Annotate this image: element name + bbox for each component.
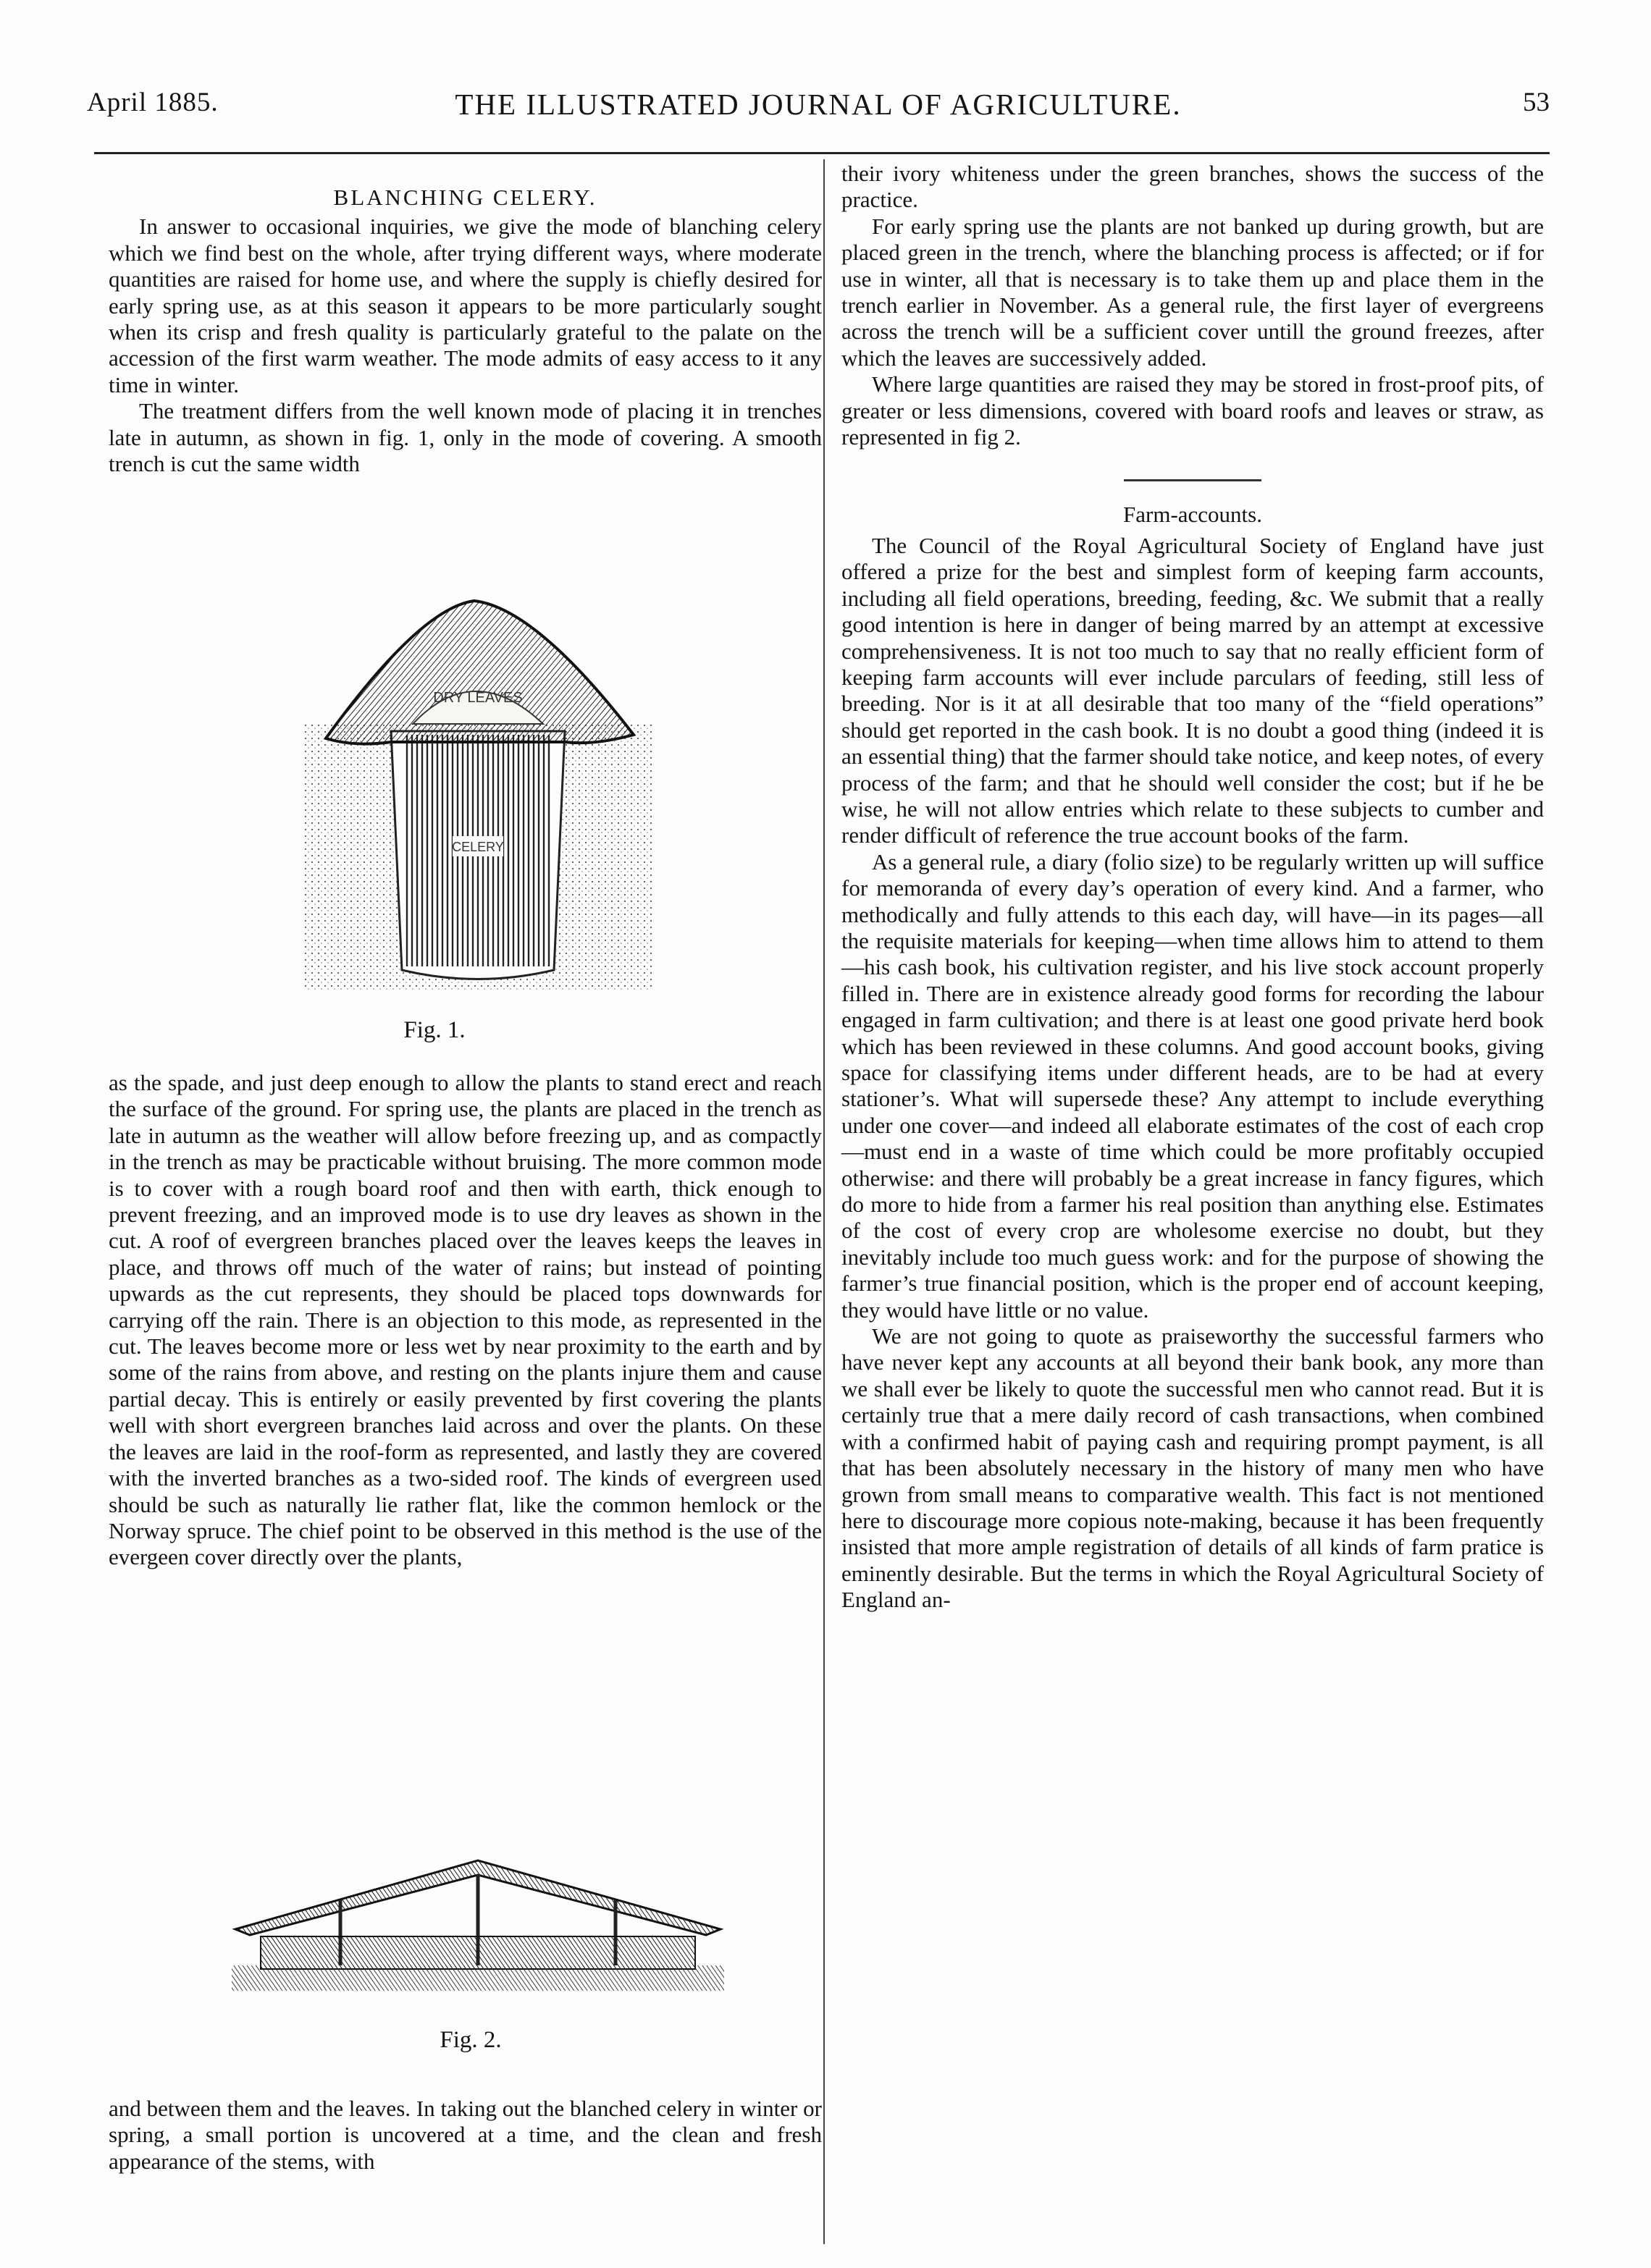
running-header	[87, 87, 1550, 130]
section-divider	[1124, 479, 1261, 481]
celery-article-continuation	[109, 2096, 822, 2175]
paragraph: As a general rule, a diary (folio size) to be regularly written up will suffice for memoranda of every day’s operation of every kind. And a farmer, who methodically and fully attends to this each day, will have—in its pages—all the requisite materials for keeping—when time allows him to attend to them—his cash book, his cultivation register, and his live stock account properly filled in. There are in existence already good forms for recording the labour engaged in farm cultivation; and there is at least one good private herd book which has been reviewed in these columns. And good account books, giving space for classifying items under different heads, are to be had at every stationer’s. What will supersede these? Any attempt to include everything under one cover—and indeed all elaborate estimates of the cost of each crop—must end in a waste of time which could be more profitably occupied otherwise: and there will probably be a great increase in fancy figures, which do more to hide from a farmer his real position than anything else. Estimates of the cost of every crop are wholesome exercise no doubt, but they inevitably include too much guess work: and for the purpose of showing the farmer’s true financial position, which is the proper end of account keeping, they would have little or no value.	[841, 848, 1544, 1323]
paragraph: The treatment differs from the well known mode of placing it in trenches late in autumn, as shown in fig. 1, only in the mode of covering. A smooth trench is cut the same width	[109, 398, 822, 477]
right-column	[841, 161, 1544, 1614]
fig2-caption: Fig. 2.	[440, 2027, 502, 2053]
paragraph: and between them and the leaves. In taking out the blanched celery in winter or spring, a small portion is uncovered at a time, and the clean and fresh appearance of the stems, with	[109, 2096, 822, 2174]
farm-accounts-heading: Farm-accounts.	[1123, 502, 1262, 528]
paragraph: as the spade, and just deep enough to allow the plants to stand erect and reach the surface of the ground. For spring use, the plants are placed in the trench as late in autumn as the weather will allow before freezing up, and as compactly in the trench as may be practicable without bruising. The more common mode is to cover with a rough board roof and then with earth, thick enough to prevent freezing, and an improved mode is to use dry leaves as shown in the cut. A roof of evergreen branches placed over the leaves keeps the leaves in place, and throws off much of the water of rains; but instead of pointing upwards as the cut represents, they should be placed tops downwards for carrying off the rain. There is an objection to this mode, as represented in the cut. The leaves become more or less wet by near proximity to the earth and by some of the rains from above, and resting on the plants injure them and cause partial decay. This is entirely or easily prevented by first covering the plants well with short evergreen branches laid across and over the plants. On these the leaves are laid in the roof-form as represented, and lastly they are covered with the inverted branches as a two-sided roof. The kinds of evergreen used should be such as naturally lie rather flat, like the common hemlock or the Norway spruce. The chief point to be observed in this method is the use of the evergeen cover directly over the plants,	[109, 1070, 822, 1570]
header-rule	[94, 152, 1550, 154]
page-number: 53	[1523, 88, 1550, 117]
fig1-label-dry-leaves: DRY LEAVES	[433, 690, 523, 706]
paragraph: We are not going to quote as praiseworthy the successful farmers who have never kept any accounts at all beyond their bank book, any more than we shall ever be likely to quote the successful men who cannot read. But it is certainly true that a mere daily record of cash transactions, when combined with a confirmed habit of paying cash and requiring prompt payment, is all that has been absolutely necessary in the history of many men who have grown from small means to comparative wealth. This fact is not mentioned here to discourage more copious note-making, because it has been frequently insisted that more ample registration of details of all kinds of farm pratice is eminently desirable. But the terms in which the Royal Agricultural Society of England an-	[841, 1323, 1544, 1613]
celery-article-intro	[109, 185, 822, 477]
paragraph: their ivory whiteness under the green branches, shows the success of the practice.	[841, 161, 1544, 213]
paragraph: For early spring use the plants are not banked up during growth, but are placed green in the trench, where the blanching process is affected; or if for use in winter, all that is necessary is to take them up and place them in the trench earlier in November. As a general rule, the first layer of evergreens across the trench will be a sufficient cover untill the ground freezes, after which the leaves are successively added.	[841, 213, 1544, 371]
paragraph: In answer to occasional inquiries, we give the mode of blanching celery which we find best on the whole, after trying different ways, where moderate quantities are raised for home use, and where the supply is chiefly desired for early spring use, as at this season it appears to be more particularly sought when its crisp and fresh quality is particularly grateful to the palate on the accession of the first warm weather. The mode admits of easy access to it any time in winter.	[109, 214, 822, 397]
paragraph: Where large quantities are raised they may be stored in frost-proof pits, of greater or less dimensions, covered with board roofs and leaves or straw, as represented in fig 2.	[841, 371, 1544, 450]
fig1-celery-trench-illustration	[304, 594, 652, 999]
article-heading: BLANCHING CELERY.	[333, 185, 597, 210]
issue-date: April 1885.	[87, 88, 219, 117]
fig2-frost-proof-pit-illustration	[232, 1850, 724, 1994]
celery-article-body	[109, 1070, 822, 1571]
fig1-caption: Fig. 1.	[403, 1017, 466, 1043]
paragraph: The Council of the Royal Agricultural Society of England have just offered a prize for the best and simplest form of keeping farm accounts, including all field operations, breeding, feeding, &c. We submit that a really good intention is here in danger of being marred by an attempt at excessive comprehensiveness. It is not too much to say that no really efficient form of keeping farm accounts will ever include parculars of feeding, still less of breeding. Nor is it at all desirable that too many of the “field operations” should get reported in the cash book. It is no doubt a good thing (indeed it is an essential thing) that the farmer should take notice, and keep notes, of every process of the farm; and that he should well consider the cost; but if he be wise, he will not allow entries which relate to these subjects to cumber and render difficult of reference the true account books of the farm.	[841, 532, 1544, 848]
fig1-label-celery: CELERY	[452, 840, 504, 854]
journal-title: THE ILLUSTRATED JOURNAL OF AGRICULTURE.	[455, 88, 1182, 121]
column-divider	[823, 159, 825, 2244]
